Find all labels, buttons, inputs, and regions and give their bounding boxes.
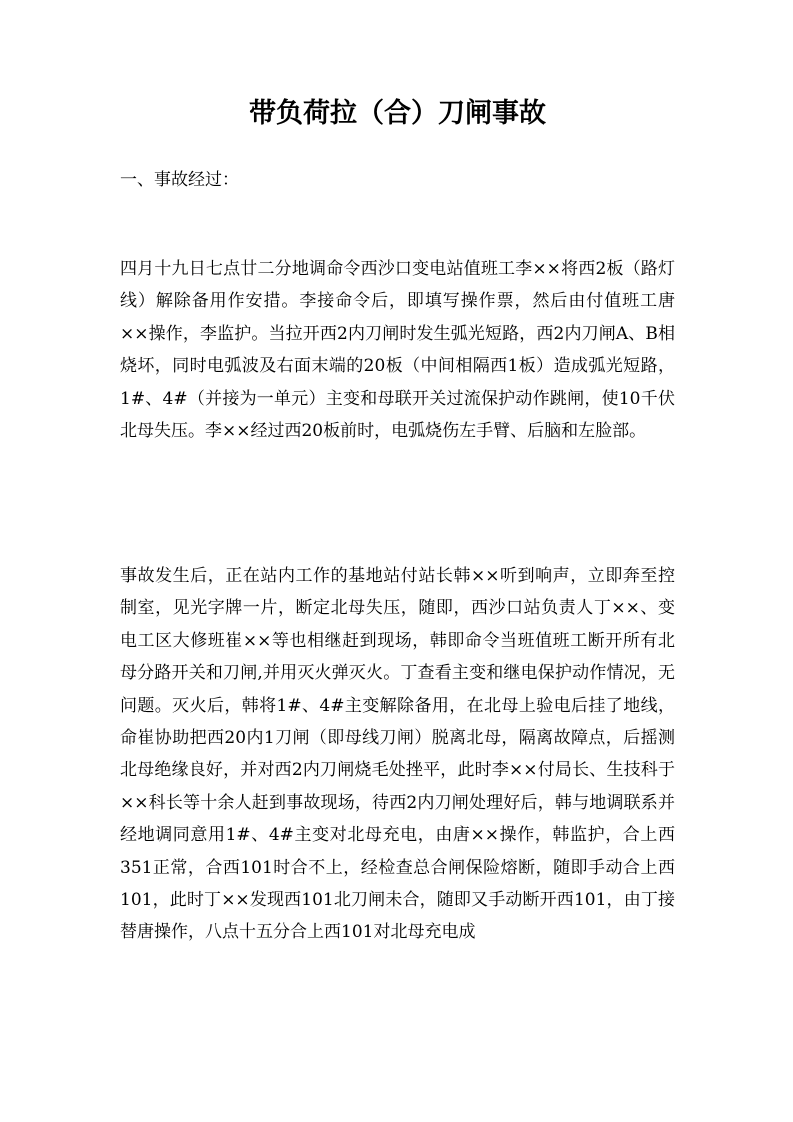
paragraph-accident-handling: 事故发生后，正在站内工作的基地站付站长韩××听到响声，立即奔至控制室，见光字牌一片，断定北母失压，随即，西沙口站负责人丁××、变电工区大修班崔××等也相继赶到现场，韩即命令当班值班工断开所有北母分路开关和刀闸,并用灭火弹灭火。丁查看主变和继电保护动作情况，无问题。灭火后，韩将1#、4#主变解除备用，在北母上验电后挂了地线，命崔协助把西20内1刀闸（即母线刀闸）脱离北母，隔离故障点，后摇测北母绝缘良好，并对西2内刀闸烧毛处挫平，此时李××付局长、生技科于××科长等十余人赶到事故现场，待西2内刀闸处理好后，韩与地调联系并经地调同意用1#、4#主变对北母充电，由唐××操作，韩监护，合上西351正常，合西101时合不上，经检查总合闸保险熔断，随即手动合上西101，此时丁××发现西101北刀闸未合，随即又手动断开西101，由丁接替唐操作，八点十五分合上西101对北母充电成 bbox=[120, 566, 675, 943]
paragraph-accident-description: 四月十九日七点廿二分地调命令西沙口变电站值班工李××将西2板（路灯线）解除备用作安措。李接命令后，即填写操作票，然后由付值班工唐××操作，李监护。当拉开西2内刀闸时发生弧光短路，西2内刀闸A、B相烧坏，同时电弧波及右面末端的20板（中间相隔西1板）造成弧光短路，1#、4#（并接为一单元）主变和母联开关过流保护动作跳闸，使10千伏北母失压。李××经过西20板前时，电弧烧伤左手臂、后脑和左脸部。 bbox=[120, 259, 675, 442]
section-heading: 一、事故经过： bbox=[120, 170, 239, 190]
document-title: 带负荷拉（合）刀闸事故 bbox=[249, 98, 546, 129]
